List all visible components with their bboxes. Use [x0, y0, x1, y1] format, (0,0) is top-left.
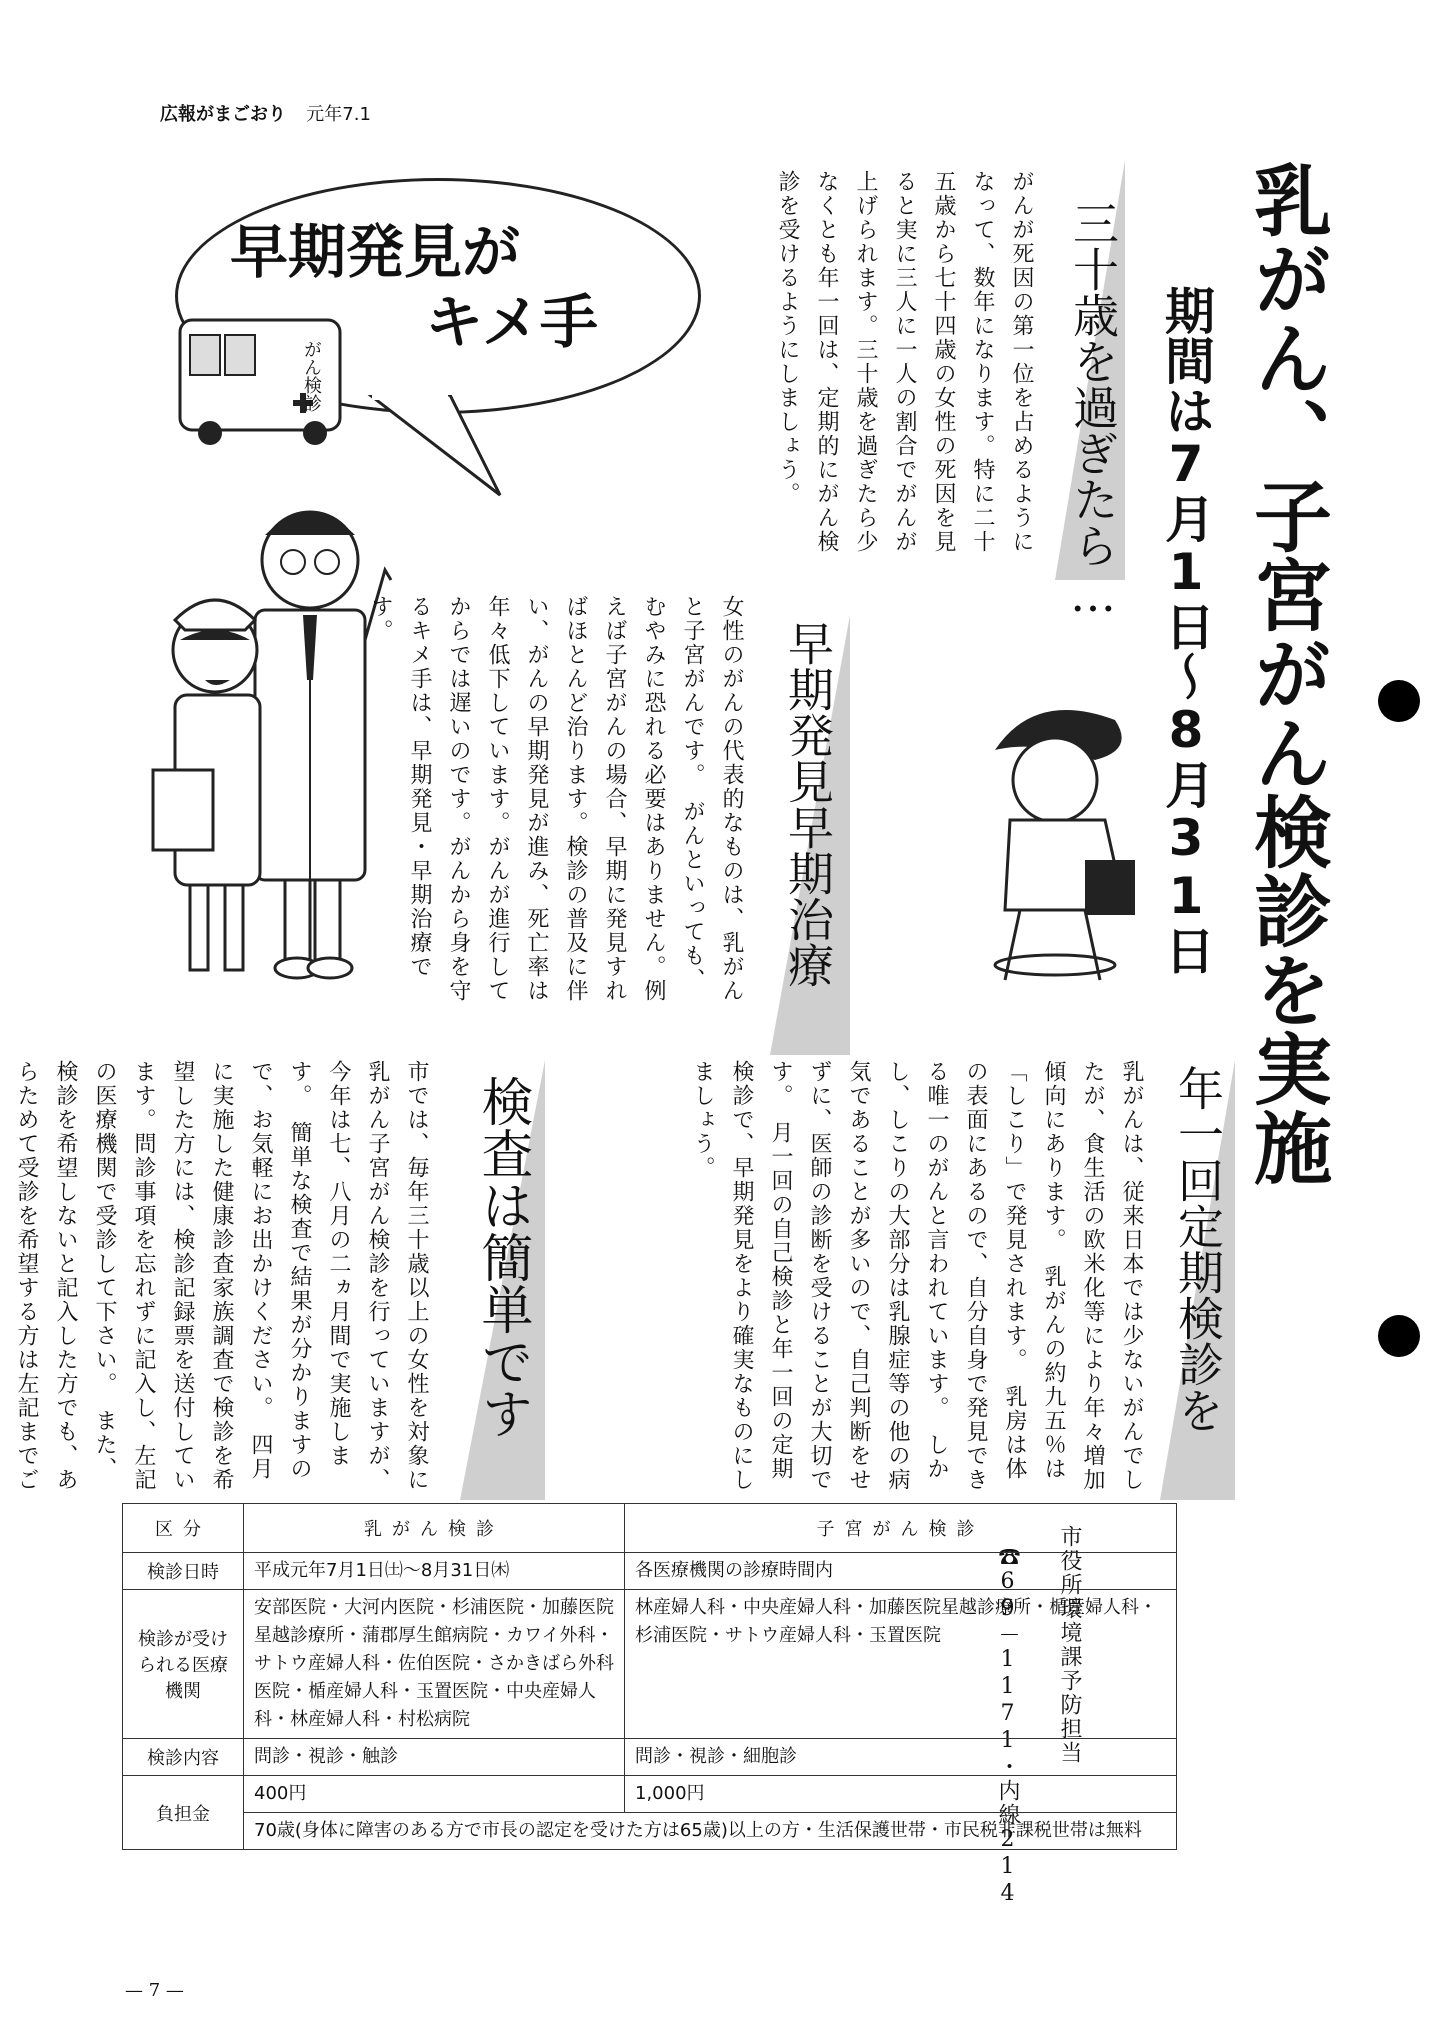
row-label-cost: 負担金	[123, 1776, 244, 1850]
publication-name: 広報がまごおり	[160, 104, 286, 125]
period-subtitle: 期間は7月1日～8月31日	[1157, 285, 1215, 975]
section-body-age30: がんが死因の第一位を占めるようになって、数年になります。特に二十五歳から七十四歳の女性の死因を見ると実に三人に一人の割合でがんが上げられます。三十歳を過ぎたら少なくとも年一回は、定期的にがん検診を受けるようにしましょう。	[775, 170, 1034, 554]
table-header-category: 区分	[123, 1504, 244, 1553]
section-heading-age30: 三十歳を過ぎたら…	[1066, 200, 1120, 622]
contact-department: 市役所環境課予防担当	[1057, 1525, 1082, 1765]
cancer-screening-van-illustration	[165, 305, 365, 450]
main-title: 乳がん、子宮がん検診を実施	[1241, 160, 1331, 1187]
uterine-exam-content: 問診・視診・細胞診	[625, 1739, 1177, 1776]
page-number: — 7 —	[125, 1980, 184, 2001]
breast-exam-content: 問診・視診・触診	[244, 1739, 625, 1776]
cost-exemption-note: 70歳(身体に障害のある方で市長の認定を受けた方は65歳)以上の方・生活保護世帯・市民税非課税世帯は無料	[244, 1813, 1177, 1850]
masthead	[160, 100, 371, 126]
bubble-title-line1: 早期発見が	[230, 218, 521, 286]
table-row	[123, 1590, 1177, 1739]
bubble-title-line2: キメ手	[425, 288, 598, 356]
section-heading-early-detection: 早期発見早期治療	[781, 620, 835, 988]
uterine-exam-cost: 1,000円	[625, 1776, 1177, 1813]
van-label: がん検診	[301, 340, 322, 412]
row-label-dates: 検診日時	[123, 1553, 244, 1590]
row-label-content: 検診内容	[123, 1739, 244, 1776]
row-label-facilities: 検診が受けられる医療機関	[123, 1590, 244, 1739]
table-row	[123, 1553, 1177, 1590]
section-body-simple-exam: 市では、毎年三十歳以上の女性を対象に乳がん子宮がん検診を行っていますが、今年は七、八月の二ヵ月間で実施します。 簡単な検査で結果が分かりますので、お気軽にお出かけください。 四月に実施した健康診査家族調査で検診を希望した方には、検診記録票を送付しています。問診事項を忘れずに記入し、左記の医療機関で受診して下さい。 また、検診を希望しないと記入した方でも、あらためて受診を希望する方は左記までご	[14, 1060, 429, 1492]
table-row	[123, 1739, 1177, 1776]
section-body-annual-exam: 乳がんは、従来日本では少ないがんでしたが、食生活の欧米化等により年々増加傾向にあります。 乳がんの約九五％は「しこり」で発見されます。 乳房は体の表面にあるので、自分自身で発見できる唯一のがんと言われています。 しかし、しこりの大部分は乳腺症等の他の病気であることが多いので、自己判断をせずに、医師の診断を受けることが大切です。 月一回の自己検診と年一回の定期検診で、早期発見をより確実なものにしましょう。	[690, 1060, 1144, 1492]
screening-info-table	[122, 1503, 1177, 1850]
contact-phone: ☎69－1171・内線214	[995, 1545, 1020, 1908]
nurse-and-doctor-illustration	[135, 480, 395, 1000]
table-row	[123, 1813, 1177, 1850]
table-row	[123, 1776, 1177, 1813]
uterine-exam-facilities: 林産婦人科・中央産婦人科・加藤医院星越診療所・楯産婦人科・杉浦医院・サトウ産婦人科・玉置医院	[625, 1590, 1177, 1739]
section-heading-annual-exam: 年一回定期検診を	[1171, 1065, 1225, 1433]
breast-exam-facilities: 安部医院・大河内医院・杉浦医院・加藤医院星越診療所・蒲郡厚生館病院・カワイ外科・サトウ産婦人科・佐伯医院・さかきばら外科医院・楯産婦人科・玉置医院・中央産婦人科・林産婦人科・村松病院	[244, 1590, 625, 1739]
breast-exam-cost: 400円	[244, 1776, 625, 1813]
table-header-uterine: 子宮がん検診	[625, 1504, 1177, 1553]
uterine-exam-dates: 各医療機関の診療時間内	[625, 1553, 1177, 1590]
table-header-row	[123, 1504, 1177, 1553]
issue-date: 元年7.1	[306, 104, 371, 125]
woman-self-exam-illustration	[975, 690, 1155, 990]
table-header-breast: 乳がん検診	[244, 1504, 625, 1553]
binder-hole	[1378, 1315, 1420, 1357]
section-body-early-detection: 女性のがんの代表的なものは、乳がんと子宮がんです。 がんといっても、むやみに恐れる必要はありません。例えば子宮がんの場合、早期に発見すればほとんど治ります。検診の普及に伴い、がんの早期発見が進み、死亡率は年々低下しています。がんが進行してからでは遅いのです。がんから身を守るキメ手は、早期発見・早期治療です。	[368, 595, 744, 1003]
section-heading-simple-exam: 検査は簡単です	[472, 1075, 532, 1439]
binder-hole	[1378, 680, 1420, 722]
breast-exam-dates: 平成元年7月1日㈯～8月31日㈭	[244, 1553, 625, 1590]
